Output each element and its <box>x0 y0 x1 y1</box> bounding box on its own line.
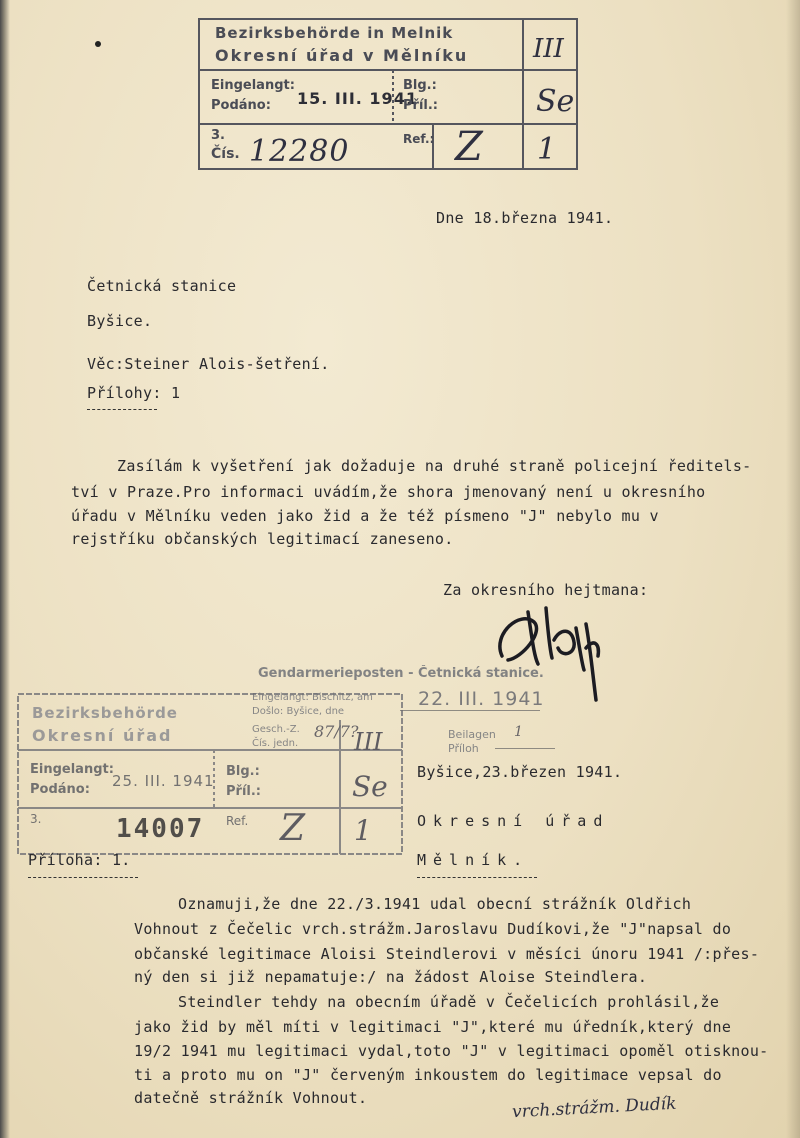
stamp-bottom-count: 1 <box>354 814 372 847</box>
body-line-4: rejstříku občanských legitimací zaneseno. <box>71 530 454 548</box>
signoff-line: Za okresního hejtmana: <box>443 581 649 599</box>
gendarmerie-eingelangt: Eingelangt: Bischitz, am <box>252 692 373 703</box>
reply-body-line-9: datečně strážník Vohnout. <box>134 1089 368 1107</box>
stamp-bottom-pril: Příl.: <box>226 784 261 799</box>
stamp-initials: Se <box>536 84 575 119</box>
stamp-roman: III <box>533 34 564 64</box>
stamp-bottom-line1: Bezirksbehörde <box>32 704 178 722</box>
gendarmerie-beilagen-value: 1 <box>514 724 523 740</box>
reply-enclosure: Příloha: 1. <box>28 851 131 869</box>
reply-body-line-5: Steindler tehdy na obecním úřadě v Čečelicích prohlásil,že <box>178 993 720 1011</box>
stamp-bottom-roman: III <box>354 728 383 756</box>
addressee-line2: Byšice. <box>87 312 153 330</box>
stamp-podano-label: Podáno: <box>211 98 271 113</box>
stamp-pril-label: Příl.: <box>403 98 438 113</box>
stamp-bottom-line2: Okresní úřad <box>32 726 173 745</box>
scan-edge <box>0 0 10 1138</box>
subject-line: Věc:Steiner Alois-šetření. <box>87 355 330 373</box>
stamp-blg-label: Blg.: <box>403 78 437 93</box>
stamp-bottom-eingelangt: Eingelangt: <box>30 762 114 777</box>
gendarmerie-cis-value: 87/7? <box>314 722 359 741</box>
stamp-date: 15. III. 1941 <box>297 89 418 108</box>
ink-spot <box>95 41 101 47</box>
gendarmerie-beilagen-label: Beilagen <box>448 728 496 741</box>
body-line-3: úřadu v Mělníku veden jako žid a že též písmeno "J" nebylo mu v <box>71 507 659 525</box>
reply-recipient-2: Mělník. <box>417 851 530 869</box>
stamp-bottom-podano: Podáno: <box>30 782 90 797</box>
reply-place-date: Byšice,23.březen 1941. <box>417 763 623 781</box>
reply-recipient-1: Okresní úřad <box>417 812 610 830</box>
stamp-eingelangt-label: Eingelangt: <box>211 78 295 93</box>
stamp-bottom-number: 14007 <box>116 814 205 844</box>
stamp-line1: Bezirksbehörde in Melnik <box>215 24 454 42</box>
body-line-2: tví v Praze.Pro informaci uvádím,že shora jmenovaný není u okresního <box>71 483 706 501</box>
stamp-bottom-ref-value: Z <box>280 808 306 849</box>
gendarmerie-stamp-title: Gendarmerieposten - Četnická stanice. <box>258 666 544 681</box>
recipient-underline <box>417 877 537 878</box>
gendarmerie-date: 22. III. 1941 <box>418 688 545 710</box>
registry-stamp-top <box>193 16 581 176</box>
reply-body-line-1: Oznamuji,že dne 22./3.1941 udal obecní strážník Oldřich <box>178 895 692 913</box>
gendarmerie-doslo: Došlo: Byšice, dne <box>252 706 345 717</box>
stamp-bottom-date: 25. III. 1941 <box>112 772 215 790</box>
enclosures-line: Přílohy: 1 <box>87 384 181 402</box>
stamp-cis-label: Čís. <box>211 146 240 162</box>
stamp-ref-value: Z <box>455 124 483 170</box>
enclosures-underline <box>87 409 157 410</box>
reply-body-line-6: jako žid by měl míti v legitimaci "J",které mu úředník,který dne <box>134 1018 732 1036</box>
reply-body-line-3: občanské legitimace Aloisi Steindlerovi v měsíci únoru 1941 /:přes- <box>134 945 760 963</box>
letter-date: Dne 18.března 1941. <box>436 209 614 227</box>
addressee-line1: Četnická stanice <box>87 277 237 295</box>
body-line-1: Zasílám k vyšetření jak dožaduje na druhé straně policejní ředitels- <box>117 457 752 475</box>
gendarmerie-gesch-label: Gesch.-Z. <box>252 724 300 735</box>
stamp-bottom-ref-label: Ref. <box>226 814 249 828</box>
reply-signature: vrch.strážm. Dudík <box>511 1093 677 1123</box>
stamp-bottom-cis-prefix: 3. <box>30 812 42 826</box>
stamp-ref-label: Ref.: <box>403 132 435 146</box>
reply-body-line-2: Vohnout z Čečelic vrch.strážm.Jaroslavu Dudíkovi,že "J"napsal do <box>134 920 732 938</box>
gendarmerie-beilagen-rule <box>495 748 555 749</box>
gendarmerie-priloh-label: Příloh <box>448 742 479 755</box>
stamp-line2: Okresní úřad v Mělníku <box>215 46 469 65</box>
registry-stamp-bottom <box>14 690 406 860</box>
stamp-number: 12280 <box>249 134 350 169</box>
scan-edge-right <box>786 0 800 1138</box>
reply-body-line-8: ti a proto mu on "J" červeným inkoustem do legitimace vepsal do <box>134 1066 722 1084</box>
stamp-bottom-blg: Blg.: <box>226 764 260 779</box>
reply-body-line-4: ný den si již nepamatuje:/ na žádost Aloise Steindlera. <box>134 968 648 986</box>
stamp-bottom-initials: Se <box>352 770 388 803</box>
gendarmerie-date-rule <box>400 710 540 711</box>
reply-body-line-7: 19/2 1941 mu legitimaci vydal,toto "J" v legitimaci opoměl otisknou- <box>134 1042 769 1060</box>
gendarmerie-cis-label: Čís. jedn. <box>252 738 299 749</box>
stamp-cis-prefix: 3. <box>211 128 225 143</box>
stamp-count: 1 <box>537 132 557 167</box>
enclosure-underline <box>28 877 138 878</box>
